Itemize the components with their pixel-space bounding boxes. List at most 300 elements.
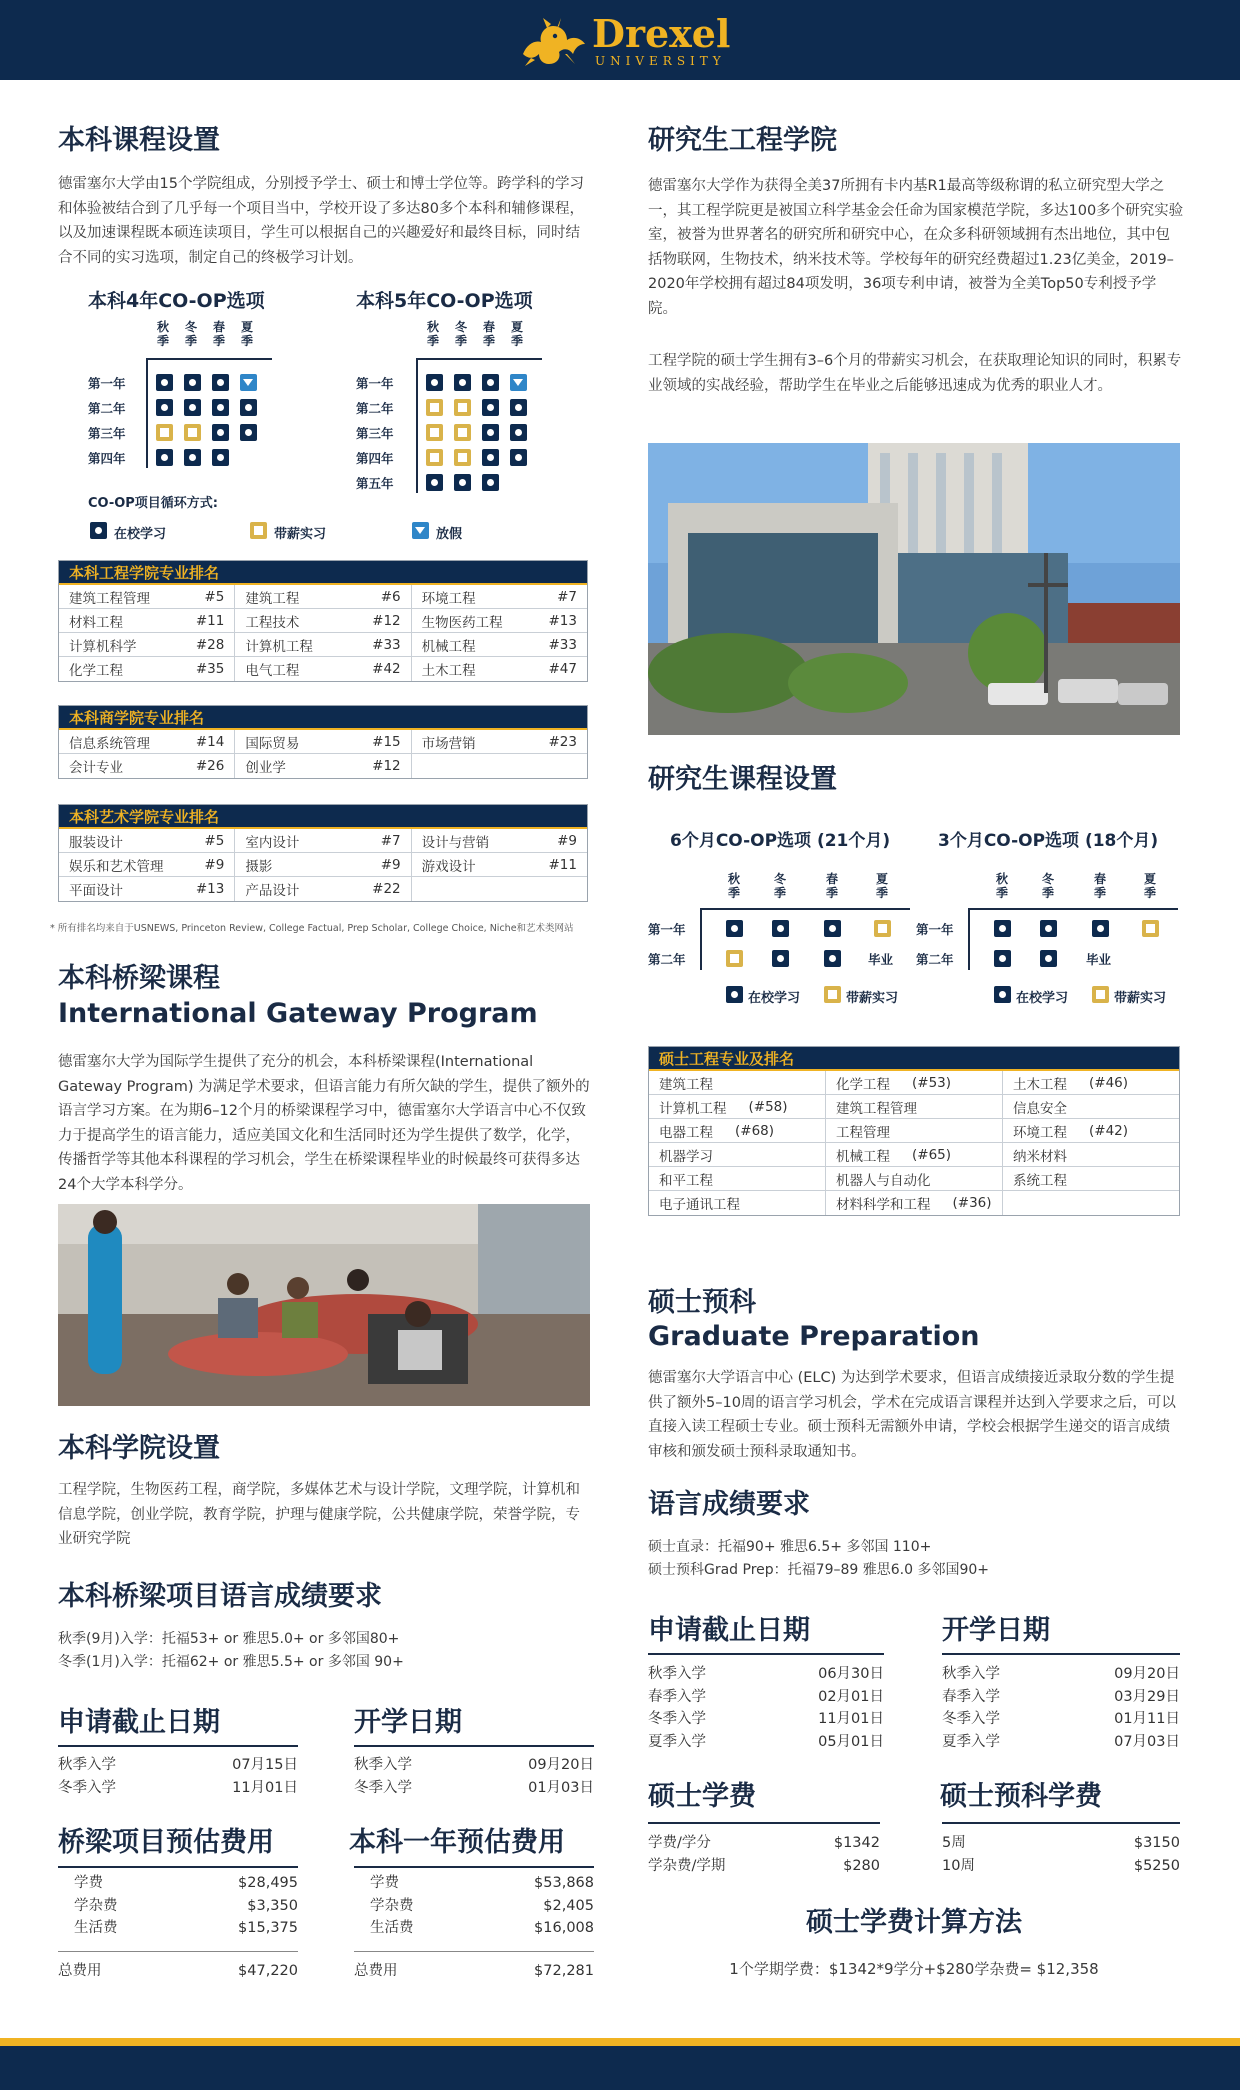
bridge-cost-list	[58, 1872, 298, 1940]
study-swatch	[90, 522, 107, 539]
graduate-label: 毕业	[868, 952, 894, 967]
grid-axis-vertical	[968, 908, 970, 970]
study-cell	[1040, 920, 1057, 937]
grad-deadline-row: 秋季入学 06月30日	[648, 1666, 884, 1682]
rank-major: 计算机工程	[659, 1100, 727, 1117]
rank-major: 电气工程	[245, 663, 300, 679]
rank-major: 机器人与自动化	[836, 1172, 931, 1189]
study-cell	[772, 920, 789, 937]
season-label	[824, 872, 840, 900]
study-cell	[482, 474, 499, 491]
rank-number: (#42)	[1089, 1122, 1129, 1139]
ug-deadline-title: 申请截止日期	[58, 1707, 220, 1738]
coop-legend	[90, 522, 590, 542]
legend-work-label: 带薪实习	[274, 527, 327, 542]
bridge-cost-title: 桥梁项目预估费用	[58, 1827, 274, 1858]
season-char: 冬季	[184, 320, 197, 348]
rank-cell	[412, 853, 587, 876]
year-label: 第一年	[648, 922, 686, 937]
rank-row	[649, 1071, 1179, 1095]
ug-lang-line-2: 冬季(1月)入学：托福62+ or 雅思5.5+ or 多邻国 90+	[58, 1654, 404, 1670]
rank-cell	[412, 609, 587, 632]
study-cell	[156, 399, 173, 416]
rank-number: #22	[372, 881, 401, 897]
season-char: 夏季	[240, 320, 253, 348]
rank-major: 土木工程	[1013, 1076, 1067, 1093]
rank-number: #9	[380, 856, 401, 873]
year-label: 第四年	[88, 451, 126, 466]
bridge-cost-row: 生活费 $15,375	[74, 1920, 298, 1936]
season-label	[1040, 872, 1056, 900]
work-cell	[454, 399, 471, 416]
season-label	[453, 320, 469, 348]
rank-row	[649, 1143, 1179, 1167]
bridge-cost-rule	[58, 1866, 298, 1868]
vac-cell	[240, 374, 257, 391]
rank-major: 摄影	[245, 858, 273, 875]
bridge-title-cn: 本科桥梁课程	[58, 963, 220, 994]
season-char: 夏季	[1143, 872, 1156, 900]
coop-title: 本科4年CO-OP选项	[88, 290, 265, 312]
legend-work-label: 带薪实习	[1114, 991, 1167, 1006]
grad-start-list	[942, 1663, 1180, 1753]
grad-lang-title: 语言成绩要求	[648, 1489, 810, 1520]
ug-deadline-list	[58, 1754, 298, 1799]
rank-number: #47	[548, 661, 577, 677]
year-label: 第三年	[88, 426, 126, 441]
season-label	[481, 320, 497, 348]
season-label	[1092, 872, 1108, 900]
year-total-rule	[354, 1951, 594, 1952]
rank-major: 建筑工程管理	[836, 1100, 917, 1117]
grid-axis-horizontal	[146, 358, 272, 360]
rank-row	[59, 829, 587, 853]
rank-major: 工程管理	[836, 1124, 890, 1141]
rank-major: 机器学习	[659, 1148, 713, 1165]
ug-deadline-rule	[58, 1745, 298, 1747]
rank-major: 娱乐和艺术管理	[69, 858, 164, 875]
prep-fee-title: 硕士预科学费	[940, 1781, 1102, 1812]
season-char: 春季	[212, 320, 225, 348]
rank-cell	[235, 853, 411, 876]
rank-cell	[649, 1167, 826, 1190]
bus-rank-title: 本科商学院专业排名	[59, 706, 587, 730]
season-label	[183, 320, 199, 348]
legend-study-label: 在校学习	[748, 991, 801, 1006]
ms-rank-title: 硕士工程专业及排名	[649, 1047, 1179, 1071]
rank-major: 工程技术	[245, 614, 300, 631]
study-cell	[482, 374, 499, 391]
rank-number: #26	[195, 758, 225, 774]
rank-cell	[235, 585, 411, 608]
rank-major: 化学工程	[69, 663, 123, 679]
study-cell	[482, 399, 499, 416]
rank-major: 和平工程	[659, 1172, 713, 1189]
classroom-photo	[58, 1204, 590, 1406]
rank-cell	[649, 1143, 826, 1166]
study-cell	[184, 399, 201, 416]
footer-gold-stripe	[0, 2038, 1240, 2046]
study-cell	[212, 449, 229, 466]
grid-axis-vertical	[146, 358, 148, 468]
year-label: 第一年	[356, 376, 394, 391]
rank-number: #13	[195, 881, 225, 897]
grad-start-rule	[942, 1653, 1180, 1655]
rank-major: 电器工程	[659, 1124, 713, 1141]
graduate-label: 毕业	[1086, 952, 1112, 967]
art-rank-rows	[59, 829, 587, 901]
grad-deadline-row: 冬季入学 11月01日	[648, 1711, 884, 1727]
season-label	[994, 872, 1010, 900]
year-label: 第三年	[356, 426, 394, 441]
rank-row	[649, 1191, 1179, 1215]
study-cell	[510, 399, 527, 416]
logo-subtitle: UNIVERSITY	[595, 54, 726, 68]
prep-title-cn: 硕士预科	[648, 1287, 756, 1318]
grad-deadline-list	[648, 1663, 884, 1753]
study-cell	[994, 950, 1011, 967]
season-label	[509, 320, 525, 348]
prep-fee-row: 10周 $5250	[942, 1857, 1180, 1874]
rank-cell	[412, 754, 587, 778]
rank-cell	[59, 877, 235, 901]
ms-fee-title: 硕士学费	[648, 1781, 756, 1812]
work-cell	[426, 424, 443, 441]
coop-3month-chart	[916, 826, 1184, 1016]
ug-start-row: 秋季入学 09月20日	[354, 1757, 594, 1773]
bus-rank-rows	[59, 730, 587, 778]
bridge-title-en: International Gateway Program	[58, 998, 538, 1029]
study-cell	[510, 449, 527, 466]
rank-row	[649, 1119, 1179, 1143]
rank-row	[59, 730, 587, 754]
art-rank-title: 本科艺术学院专业排名	[59, 805, 587, 829]
rank-major: 建筑工程	[659, 1076, 713, 1093]
rank-row	[59, 754, 587, 778]
grad-start-row: 秋季入学 09月20日	[942, 1666, 1180, 1682]
coop-title: 3个月CO-OP选项 (18个月)	[938, 831, 1159, 851]
ug-lang-title: 本科桥梁项目语言成绩要求	[58, 1581, 382, 1612]
grid-axis-horizontal	[700, 908, 910, 910]
coop-6month-chart	[648, 826, 910, 1016]
rank-number: (#46)	[1089, 1074, 1129, 1091]
grad-eng-title: 研究生工程学院	[648, 125, 837, 156]
rank-number: #9	[557, 832, 577, 849]
study-cell	[726, 920, 743, 937]
rank-major: 平面设计	[69, 883, 123, 899]
calc-line: 1个学期学费：$1342*9学分+$280学杂费= $12,358	[729, 1960, 1099, 1978]
legend-study-label: 在校学习	[114, 527, 167, 542]
year-cost-row: 生活费 $16,008	[370, 1920, 594, 1936]
rank-major: 国际贸易	[245, 735, 300, 752]
season-char: 春季	[482, 320, 495, 348]
rank-number: #14	[195, 733, 225, 750]
year-label: 第二年	[648, 952, 686, 967]
year-label: 第四年	[356, 451, 394, 466]
work-swatch	[824, 986, 841, 1003]
grad-start-row: 夏季入学 07月03日	[942, 1733, 1180, 1750]
coop-legend-title: CO-OP项目循环方式:	[88, 496, 219, 511]
season-label	[772, 872, 788, 900]
rank-major: 生物医药工程	[421, 614, 503, 631]
rank-cell	[1003, 1143, 1179, 1166]
rank-cell	[235, 877, 411, 901]
study-cell	[482, 449, 499, 466]
rank-row	[59, 609, 587, 633]
study-cell	[824, 920, 841, 937]
season-char: 冬季	[454, 320, 467, 348]
rank-number: #42	[372, 661, 401, 677]
rank-cell	[412, 633, 587, 656]
season-char: 秋季	[995, 872, 1008, 900]
rank-cell	[826, 1071, 1003, 1094]
work-cell	[454, 424, 471, 441]
coop-5year-chart	[326, 286, 586, 504]
grad-deadline-rule	[648, 1653, 884, 1655]
year-cost-title: 本科一年预估费用	[349, 1827, 565, 1858]
rank-number: (#36)	[952, 1195, 992, 1211]
season-char: 夏季	[875, 872, 888, 900]
year-label: 第一年	[88, 376, 126, 391]
colleges-paragraph: 工程学院，生物医药工程，商学院，多媒体艺术与设计学院，文理学院，计算机和信息学院，创业学院，教育学院，护理与健康学院，公共健康学院，荣誉学院，专业研究学院	[58, 1482, 580, 1547]
rank-number: #9	[204, 856, 225, 873]
year-cost-row: 学杂费 $2,405	[370, 1897, 594, 1914]
rank-number: #13	[548, 612, 577, 629]
study-cell	[156, 374, 173, 391]
grad-start-row: 春季入学 03月29日	[942, 1688, 1180, 1705]
grad-eng-paragraph-2: 工程学院的硕士学生拥有3–6个月的带薪实习机会，在获取理论知识的同时，积累专业领域的实战经验，帮助学生在毕业之后能够迅速成为优秀的职业人才。	[648, 353, 1182, 394]
rank-major: 机械工程	[421, 638, 476, 655]
legend-vac-label: 放假	[436, 527, 463, 542]
rank-number: #5	[204, 588, 225, 605]
study-cell	[482, 424, 499, 441]
rank-cell	[1003, 1191, 1179, 1215]
prep-title-en: Graduate Preparation	[648, 1321, 980, 1352]
rank-cell	[59, 609, 235, 632]
work-cell	[454, 449, 471, 466]
study-cell	[824, 950, 841, 967]
ug-lang-line-1: 秋季(9月)入学：托福53+ or 雅思5.0+ or 多邻国80+	[58, 1631, 400, 1647]
rank-row	[649, 1095, 1179, 1119]
year-cost-list	[354, 1872, 594, 1940]
rank-number: #35	[195, 661, 225, 677]
ug-deadline-row: 秋季入学 07月15日	[58, 1757, 298, 1773]
rank-number: #12	[372, 758, 401, 774]
study-cell	[212, 374, 229, 391]
grid-axis-horizontal	[416, 358, 542, 360]
study-cell	[426, 374, 443, 391]
rank-cell	[235, 829, 411, 852]
rank-row	[59, 657, 587, 681]
rank-major: 信息安全	[1013, 1100, 1067, 1117]
grad-deadline-row: 春季入学 02月01日	[648, 1688, 884, 1705]
grad-lang-line-1: 硕士直录：托福90+ 雅思6.5+ 多邻国 110+	[648, 1539, 932, 1555]
study-cell	[426, 474, 443, 491]
rank-cell	[1003, 1071, 1179, 1094]
rank-major: 材料工程	[69, 614, 123, 631]
rank-number: #6	[380, 588, 401, 605]
rank-cell	[412, 877, 587, 901]
campus-photo	[648, 443, 1180, 735]
rank-major: 计算机工程	[245, 638, 313, 655]
eng-rank-rows	[59, 585, 587, 681]
grid-axis-vertical	[416, 358, 418, 493]
coop-title: 6个月CO-OP选项 (21个月)	[670, 831, 891, 851]
study-cell	[454, 474, 471, 491]
rank-cell	[826, 1143, 1003, 1166]
season-char: 秋季	[727, 872, 740, 900]
ug-course-title: 本科课程设置	[58, 125, 220, 156]
rank-major: 材料科学和工程	[836, 1197, 931, 1213]
rank-cell	[826, 1095, 1003, 1118]
season-label	[155, 320, 171, 348]
rank-cell	[412, 730, 587, 753]
study-cell	[1040, 950, 1057, 967]
calc-title: 硕士学费计算方法	[806, 1907, 1022, 1938]
prep-fee-rule	[942, 1822, 1180, 1824]
rank-major: 会计专业	[69, 760, 123, 776]
study-cell	[510, 424, 527, 441]
rank-cell	[59, 853, 235, 876]
vacation-swatch	[412, 522, 429, 539]
footer-bar	[0, 2046, 1240, 2090]
grad-lang-line-2: 硕士预科Grad Prep：托福79–89 雅思6.0 多邻国90+	[648, 1562, 990, 1578]
rank-number: (#58)	[748, 1098, 788, 1115]
bridge-cost-row: 学杂费 $3,350	[74, 1897, 298, 1914]
rank-row	[649, 1167, 1179, 1191]
rank-cell	[59, 633, 235, 656]
ms-rank-rows	[649, 1071, 1179, 1215]
legend-study-label: 在校学习	[1016, 991, 1069, 1006]
grad-deadline-title: 申请截止日期	[648, 1615, 810, 1646]
season-label	[239, 320, 255, 348]
season-char: 秋季	[156, 320, 169, 348]
rank-major: 创业学	[245, 760, 286, 776]
season-label	[211, 320, 227, 348]
rank-major: 服装设计	[69, 834, 123, 851]
season-char: 冬季	[1041, 872, 1054, 900]
ms-fee-rule	[648, 1822, 880, 1824]
logo-wordmark: Drexel	[592, 11, 731, 56]
rank-row	[59, 853, 587, 877]
year-label: 第二年	[88, 401, 126, 416]
rank-major: 环境工程	[421, 590, 476, 607]
grid-axis-horizontal	[968, 908, 1178, 910]
rank-major: 设计与营销	[421, 834, 490, 851]
rank-major: 环境工程	[1013, 1124, 1067, 1141]
rank-number: (#65)	[912, 1146, 952, 1163]
season-label	[1142, 872, 1158, 900]
rank-footnote: * 所有排名均来自于USNEWS, Princeton Review, College Factual, Prep Scholar, College Choice, Niche和艺术类网站	[50, 923, 574, 934]
prep-paragraph: 德雷塞尔大学语言中心 (ELC) 为达到学术要求，但语言成绩接近录取分数的学生提供了额外5–10周的语言学习机会，学术在完成语言课程并达到入学要求之后，可以直接入读工程硕士专业。硕士预科无需额外申请，学校会根据学生递交的语言成绩审核和颁发硕士预科录取通知书。	[648, 1370, 1176, 1460]
season-char: 春季	[1093, 872, 1106, 900]
rank-cell	[1003, 1095, 1179, 1118]
rank-major: 电子通讯工程	[659, 1197, 740, 1213]
study-cell	[454, 374, 471, 391]
study-cell	[1092, 920, 1109, 937]
rank-row	[59, 877, 587, 901]
rank-number: (#53)	[912, 1074, 952, 1091]
header-bar	[0, 0, 1240, 80]
rank-number: #33	[548, 636, 577, 653]
work-swatch	[250, 522, 267, 539]
study-swatch	[994, 986, 1011, 1003]
work-cell	[1142, 920, 1159, 937]
rank-cell	[412, 585, 587, 608]
grid-axis-vertical	[700, 908, 702, 970]
rank-cell	[649, 1191, 826, 1215]
rank-number: #11	[548, 856, 577, 873]
rank-row	[59, 585, 587, 609]
work-cell	[426, 399, 443, 416]
bridge-total-rule	[58, 1951, 298, 1952]
rank-number: #5	[204, 832, 225, 849]
bridge-cost-row: 学费 $28,495	[74, 1875, 298, 1891]
rank-cell	[1003, 1167, 1179, 1190]
ms-fee-row: 学费/学分 $1342	[648, 1835, 880, 1851]
rank-major: 机械工程	[836, 1148, 890, 1165]
bus-rank-table	[58, 705, 588, 779]
rank-number: #12	[372, 612, 401, 629]
grad-deadline-row: 夏季入学 05月01日	[648, 1733, 884, 1750]
grad-start-row: 冬季入学 01月11日	[942, 1711, 1180, 1727]
rank-major: 室内设计	[245, 834, 300, 851]
study-cell	[240, 424, 257, 441]
rank-cell	[649, 1071, 826, 1094]
year-cost-rule	[354, 1866, 594, 1868]
study-cell	[994, 920, 1011, 937]
rank-number: (#68)	[735, 1122, 775, 1139]
work-cell	[726, 950, 743, 967]
rank-major: 市场营销	[421, 735, 476, 752]
rank-major: 建筑工程管理	[69, 590, 150, 607]
ug-start-list	[354, 1754, 594, 1799]
study-cell	[184, 449, 201, 466]
rank-cell	[412, 657, 587, 681]
rank-cell	[235, 609, 411, 632]
season-char: 夏季	[510, 320, 523, 348]
rank-cell	[59, 730, 235, 753]
rank-cell	[59, 585, 235, 608]
vac-cell	[510, 374, 527, 391]
rank-major: 游戏设计	[421, 858, 476, 875]
study-cell	[156, 449, 173, 466]
bridge-cost-total: 总费用 $47,220	[58, 1963, 298, 1979]
ug-deadline-row: 冬季入学 11月01日	[58, 1779, 298, 1796]
ms-fee-row: 学杂费/学期 $280	[648, 1857, 880, 1874]
colleges-title: 本科学院设置	[58, 1433, 220, 1464]
season-label	[425, 320, 441, 348]
rank-number: #7	[380, 832, 401, 849]
year-label: 第五年	[356, 476, 394, 491]
season-char: 春季	[825, 872, 838, 900]
drexel-logo[interactable]	[517, 11, 731, 70]
rank-cell	[235, 754, 411, 778]
eng-rank-title: 本科工程学院专业排名	[59, 561, 587, 585]
rank-major: 信息系统管理	[69, 735, 150, 752]
rank-cell	[1003, 1119, 1179, 1142]
work-swatch	[1092, 986, 1109, 1003]
rank-number: #33	[372, 636, 401, 653]
rank-cell	[412, 829, 587, 852]
study-cell	[772, 950, 789, 967]
rank-major: 土木工程	[421, 663, 476, 679]
ms-fee-list	[648, 1832, 880, 1877]
rank-major: 计算机科学	[69, 638, 137, 655]
art-rank-table	[58, 804, 588, 902]
grad-eng-paragraph-1: 德雷塞尔大学作为获得全美37所拥有卡内基R1最高等级称谓的私立研究型大学之一，其工程学院更是被国立科学基金会任命为国家模范学院，多达100多个研究实验室，被誉为世界著名的研究所和研究中心，在众多科研领域拥有杰出地位，其中包括物联网，生物技术，纳米技术等。学校每年的研究经费超过1.23亿美金，2019–2020年学校拥有超过84项发明，36项专利申请，被誉为全美Top50专利授予学院。	[648, 178, 1184, 317]
work-cell	[184, 424, 201, 441]
